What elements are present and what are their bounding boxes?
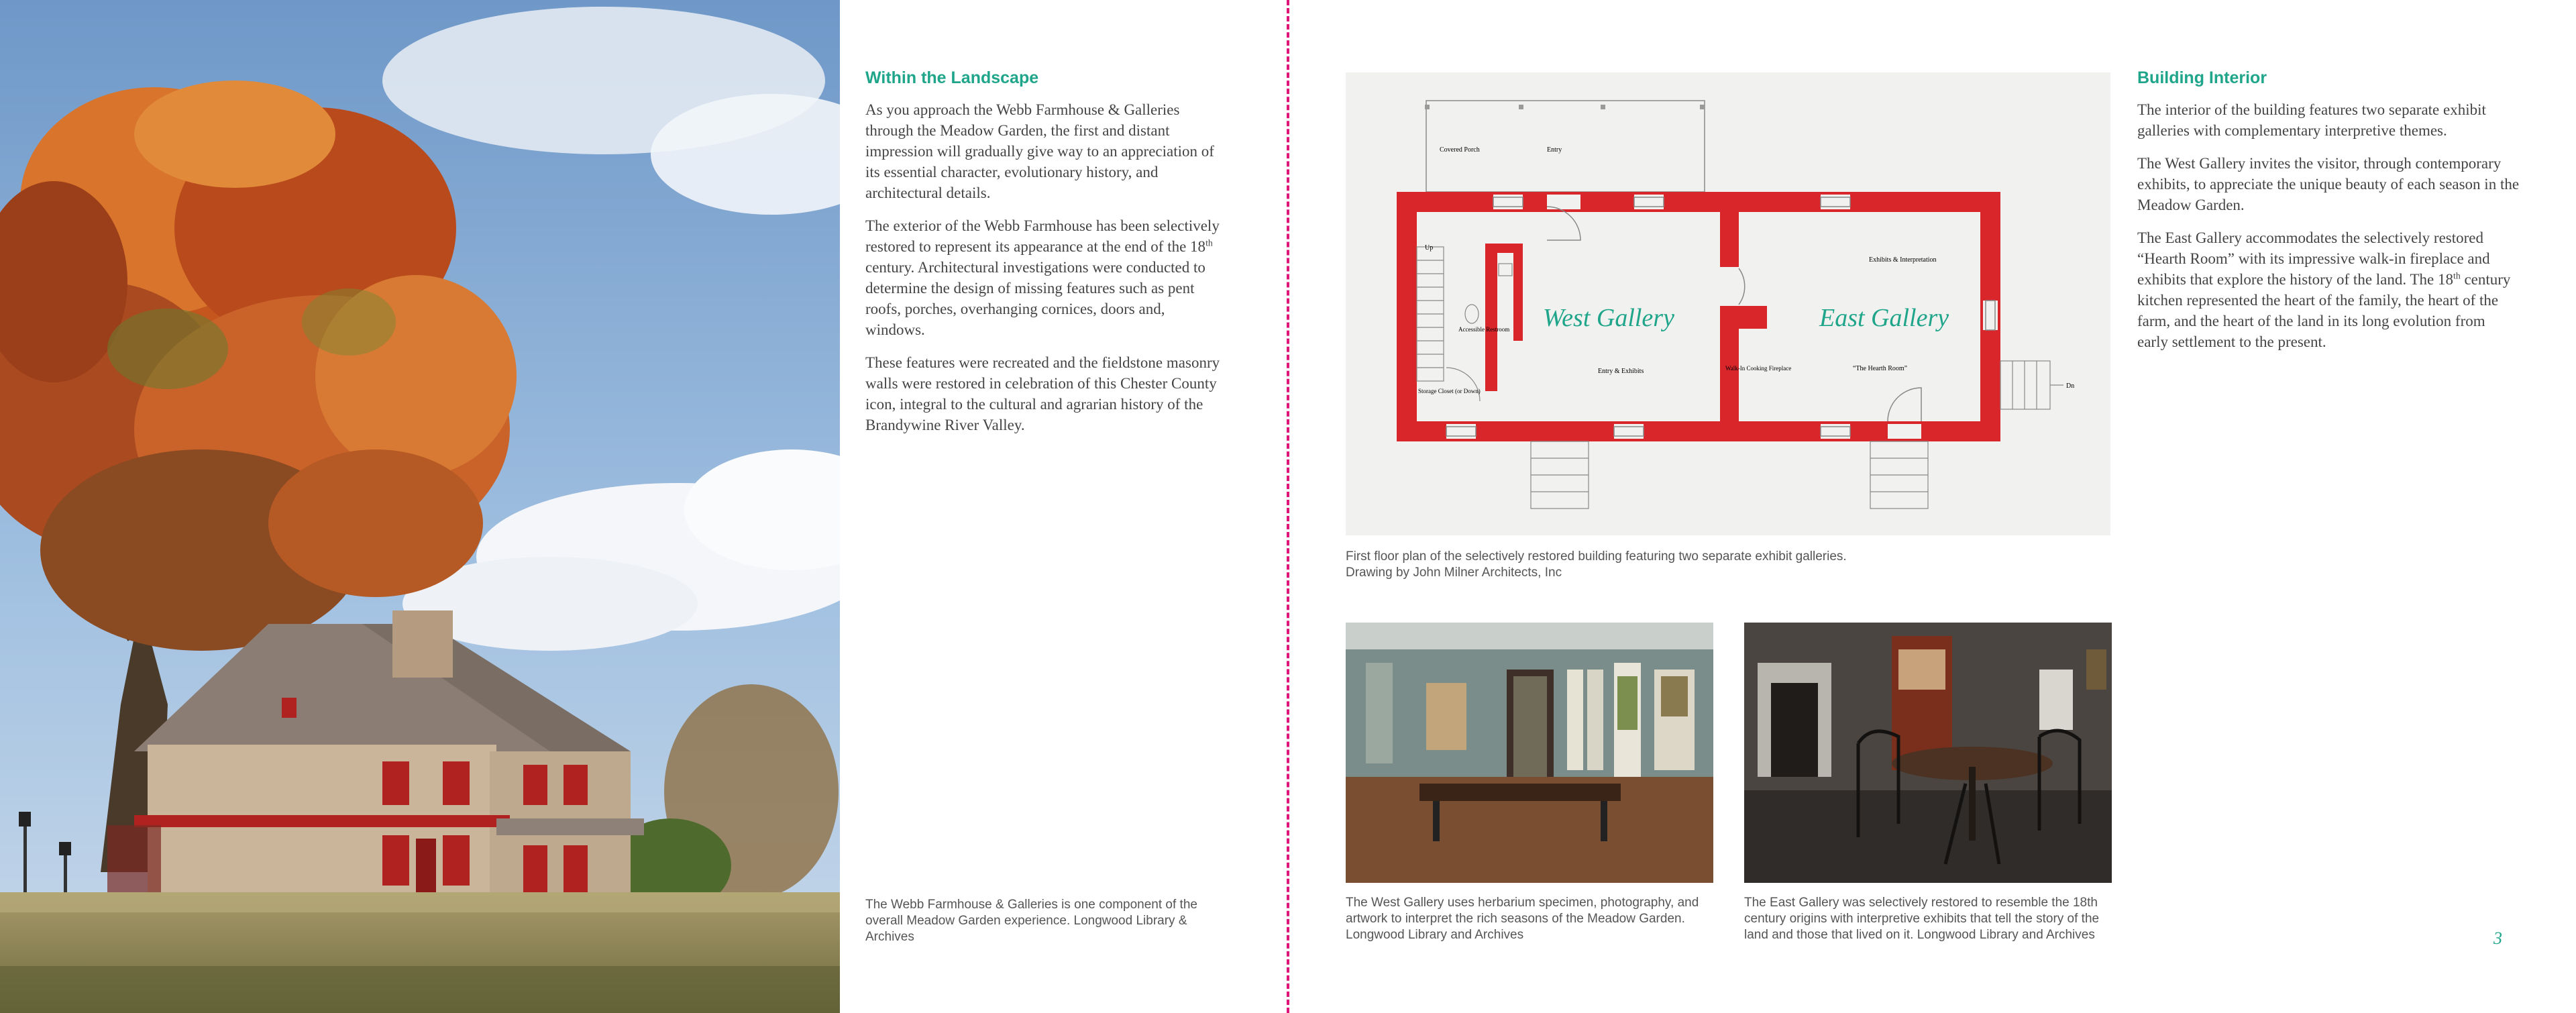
floor-plan-caption-line-1: First floor plan of the selectively restored building featuring two separate exhibit galleries. <box>1346 549 1847 564</box>
landscape-paragraph-2 <box>865 215 1228 340</box>
interior-heading: Building Interior <box>2137 68 2267 87</box>
landscape-paragraph-3: These features were recreated and the fieldstone masonry walls were restored in celebration of this Chester County icon, integral to the cultural and agrarian history of the Brandywine River Valley. <box>865 354 1220 433</box>
farmhouse-photo <box>0 0 840 1013</box>
interior-p3-sup: th <box>2453 270 2461 281</box>
east-gallery-photo <box>1744 623 2112 883</box>
west-gallery-photo <box>1346 623 1713 883</box>
label-accessible-restroom: Accessible Restroom <box>1458 326 1510 333</box>
floor-plan <box>1346 72 2110 535</box>
label-covered-porch: Covered Porch <box>1440 146 1480 154</box>
east-gallery-caption: The East Gallery was selectively restored to resemble the 18th century origins with interpretive exhibits that tell the story of the land and those that lived on it. Longwood Library and Archives <box>1744 896 2100 942</box>
label-entry: Entry <box>1547 146 1562 154</box>
landscape-p2-sup: th <box>1205 237 1213 248</box>
interior-paragraph-3 <box>2137 227 2520 352</box>
west-gallery-illustration <box>1346 623 1713 883</box>
farmhouse-photo-caption: The Webb Farmhouse & Galleries is one component of the overall Meadow Garden experience. Longwood Library & Archives <box>865 898 1197 944</box>
landscape-text <box>865 99 1228 447</box>
landscape-heading: Within the Landscape <box>865 68 1039 87</box>
label-exhibits-interpretation: Exhibits & Interpretation <box>1869 256 1937 264</box>
west-gallery-caption: The West Gallery uses herbarium specimen, photography, and artwork to interpret the rich seasons of the Meadow Garden. Longwood Library and Archives <box>1346 896 1699 942</box>
label-hearth-room: “The Hearth Room” <box>1853 365 1908 372</box>
landscape-p2-start: The exterior of the Webb Farmhouse has been selectively restored to represent its appearance at the end of the 18 <box>865 217 1220 255</box>
interior-paragraph-1: The interior of the building features two separate exhibit galleries with complementary interpretive themes. <box>2137 101 2486 139</box>
page-number: 3 <box>2493 928 2502 948</box>
page-fold-line <box>1287 0 1289 1013</box>
interior-p3-end: century kitchen represented the heart of the family, the heart of the farm, and the heart of the land in its long evolution from early settlement to the present. <box>2137 271 2511 350</box>
label-west-gallery: West Gallery <box>1543 304 1674 332</box>
interior-p3-start: The East Gallery accommodates the selectively restored “Hearth Room” with its impressive walk-in fireplace and exhibits that explore the history of the land. The 18 <box>2137 229 2490 288</box>
floor-plan-drawing <box>1346 72 2110 535</box>
interior-text <box>2137 99 2520 364</box>
east-gallery-illustration <box>1744 623 2112 883</box>
interior-paragraph-2: The West Gallery invites the visitor, through contemporary exhibits, to appreciate the unique beauty of each season in the Meadow Garden. <box>2137 155 2520 213</box>
farmhouse-illustration <box>0 0 840 1013</box>
landscape-paragraph-1: As you approach the Webb Farmhouse & Galleries through the Meadow Garden, the first and distant impression will gradually give way to an appreciation of its essential character, evolutionary history, and architectural details. <box>865 101 1214 201</box>
label-up: Up <box>1425 244 1434 252</box>
floor-plan-caption-line-2: Drawing by John Milner Architects, Inc <box>1346 566 1562 580</box>
label-storage-closet: Storage Closet (or Down) <box>1418 388 1481 394</box>
label-walkin-fireplace: Walk-In Cooking Fireplace <box>1725 365 1792 372</box>
label-entry-exhibits: Entry & Exhibits <box>1598 368 1644 375</box>
landscape-p2-end: century. Architectural investigations were conducted to determine the design of missing features such as pent roofs, porches, overhanging cornices, doors and, windows. <box>865 259 1205 338</box>
label-east-gallery: East Gallery <box>1819 304 1949 332</box>
label-dn: Dn <box>2066 382 2075 390</box>
floor-plan-caption <box>1346 549 2110 581</box>
